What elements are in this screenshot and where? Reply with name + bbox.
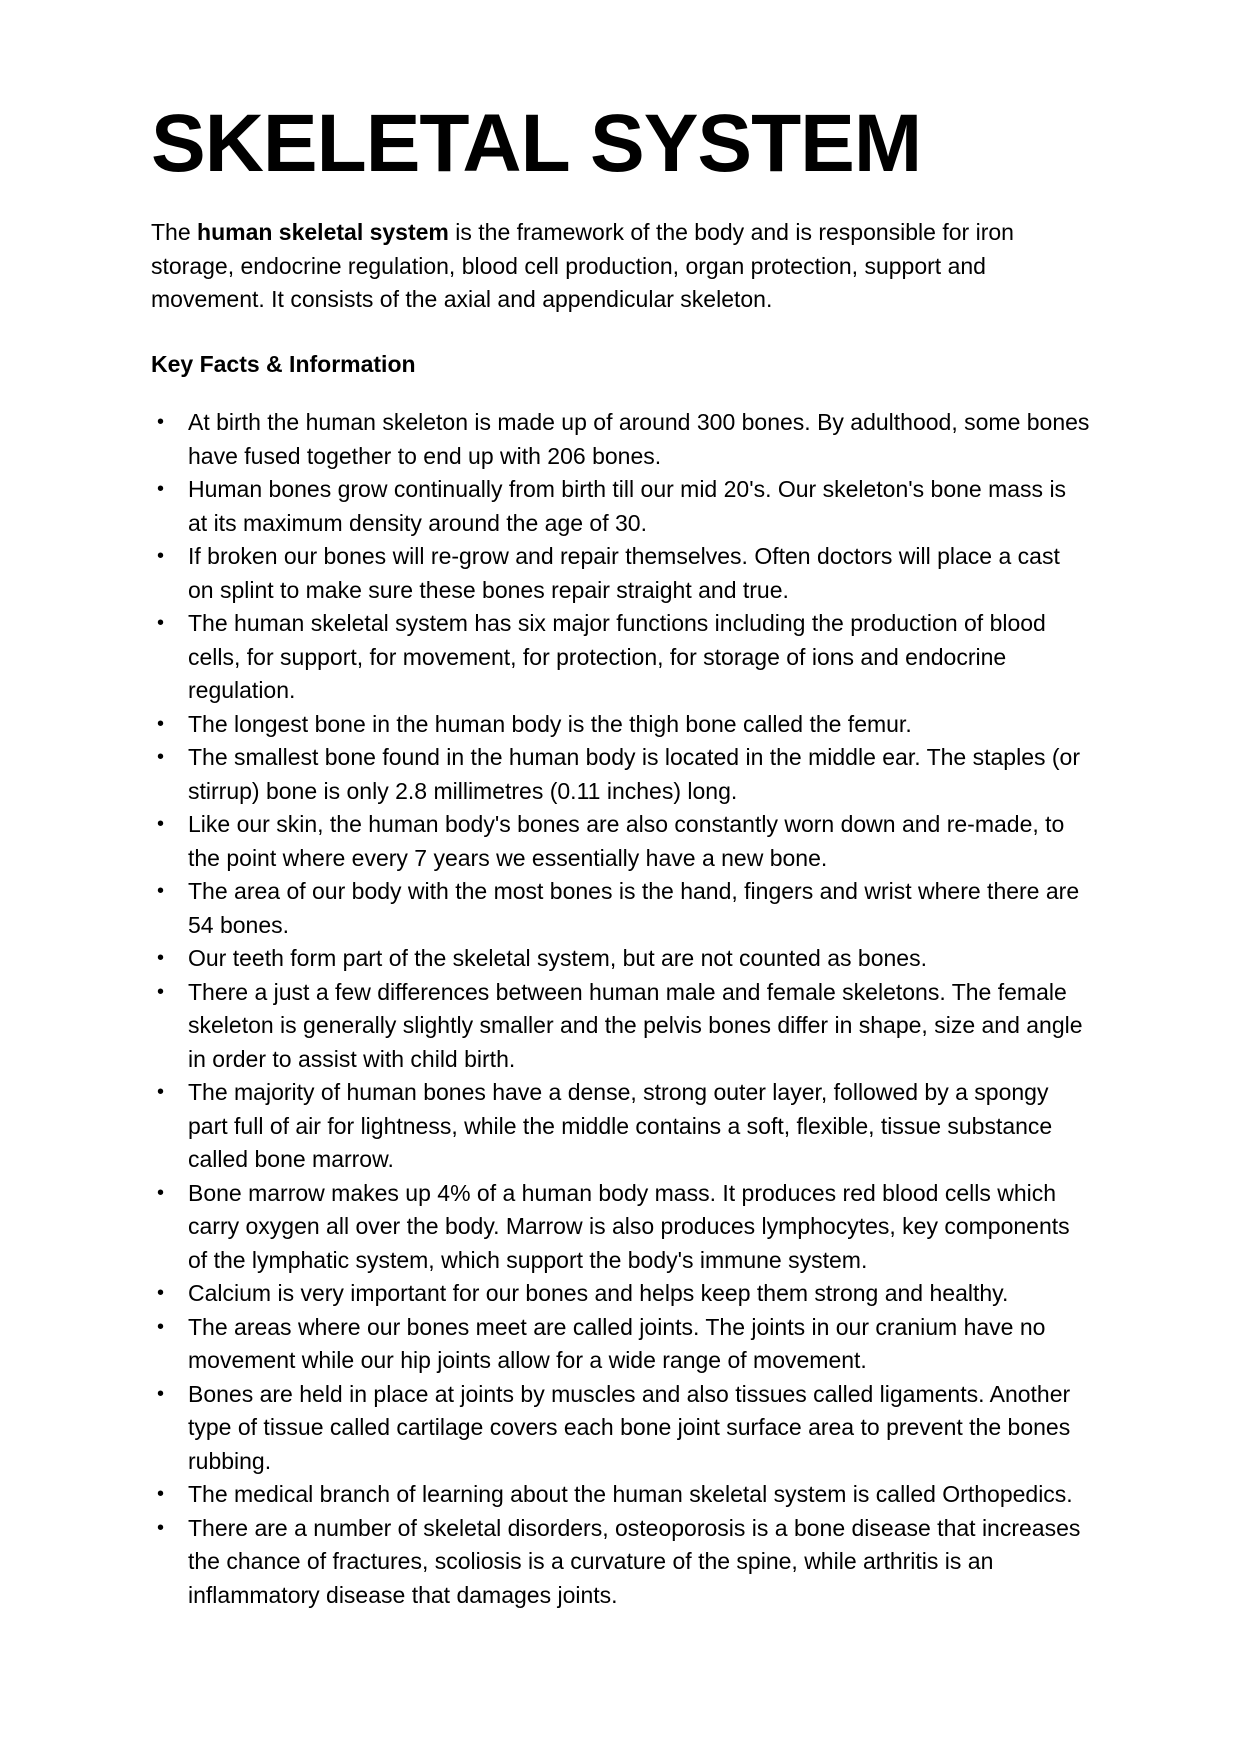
list-item <box>151 1311 1091 1378</box>
list-item-text: Human bones grow continually from birth till our mid 20's. Our skeleton's bone mass is at its maximum density around the age of 30. <box>188 476 1067 536</box>
page-title: SKELETAL SYSTEM <box>151 98 922 189</box>
list-item-text: The majority of human bones have a dense, strong outer layer, followed by a spongy part full of air for lightness, while the middle contains a soft, flexible, tissue substance called bone marrow. <box>188 1079 1053 1172</box>
bullet-icon: • <box>157 545 165 567</box>
list-item-text: Like our skin, the human body's bones are also constantly worn down and re-made, to the point where every 7 years we essentially have a new bone. <box>188 811 1065 871</box>
bullet-icon: • <box>157 478 165 500</box>
list-item <box>151 607 1091 708</box>
intro-text-start: The <box>151 219 198 245</box>
bullet-icon: • <box>157 612 165 634</box>
document-page <box>151 98 1091 1612</box>
list-item <box>151 1512 1091 1613</box>
list-item-text: There a just a few differences between human male and female skeletons. The female skeleton is generally slightly smaller and the pelvis bones differ in shape, size and angle in order to assist with child birth. <box>188 978 1083 1072</box>
list-item <box>151 708 1091 742</box>
list-item-text: There are a number of skeletal disorders, osteoporosis is a bone disease that increases the chance of fractures, scoliosis is a curvature of the spine, while arthritis is an inflammatory disease that damages joints. <box>188 1514 1081 1608</box>
list-item <box>151 875 1091 942</box>
list-item-text: The longest bone in the human body is the thigh bone called the femur. <box>188 710 912 737</box>
bullet-icon: • <box>157 1516 165 1539</box>
bullet-icon: • <box>157 813 165 835</box>
list-item-text: If broken our bones will re-grow and repair themselves. Often doctors will place a cast on splint to make sure these bones repair straight and true. <box>188 543 1060 603</box>
list-item-text: The human skeletal system has six major functions including the production of blood cells, for support, for movement, for protection, for storage of ions and endocrine regulation. <box>188 610 1046 703</box>
list-item-text: Calcium is very important for our bones and helps keep them strong and healthy. <box>188 1280 1009 1306</box>
list-item <box>151 1177 1091 1278</box>
intro-paragraph <box>151 216 1091 317</box>
section-heading: Key Facts & Information <box>151 350 416 377</box>
list-item <box>151 1277 1091 1311</box>
bullet-icon: • <box>157 1382 165 1405</box>
bullet-icon: • <box>157 1483 165 1505</box>
list-item <box>151 540 1091 607</box>
bullet-icon: • <box>157 746 165 768</box>
bullet-icon: • <box>157 1081 165 1103</box>
list-item <box>151 1076 1091 1177</box>
list-item-text: Our teeth form part of the skeletal system, but are not counted as bones. <box>188 945 927 971</box>
list-item-text: The medical branch of learning about the human skeletal system is called Orthopedics. <box>188 1481 1073 1507</box>
bullet-icon: • <box>157 980 165 1003</box>
list-item <box>151 976 1091 1077</box>
facts-list <box>151 406 1091 1612</box>
list-item <box>151 473 1091 540</box>
list-item <box>151 741 1091 808</box>
intro-bold-term: human skeletal system <box>197 219 449 245</box>
list-item <box>151 1378 1091 1479</box>
bullet-icon: • <box>157 1315 165 1338</box>
bullet-icon: • <box>157 411 165 433</box>
list-item <box>151 942 1091 976</box>
list-item-text: Bone marrow makes up 4% of a human body mass. It produces red blood cells which carry oxygen all over the body. Marrow is also produces lymphocytes, key components of the lymphatic system, which support the body's immune system. <box>188 1179 1070 1273</box>
list-item-text: At birth the human skeleton is made up of around 300 bones. By adulthood, some bones have fused together to end up with 206 bones. <box>188 409 1090 469</box>
list-item-text: The area of our body with the most bones is the hand, fingers and wrist where there are 54 bones. <box>188 878 1080 938</box>
bullet-icon: • <box>157 1282 165 1304</box>
bullet-icon: • <box>157 880 165 902</box>
list-item <box>151 1478 1091 1512</box>
list-item <box>151 808 1091 875</box>
bullet-icon: • <box>157 712 165 735</box>
bullet-icon: • <box>157 947 165 969</box>
list-item <box>151 406 1091 473</box>
list-item-text: The areas where our bones meet are called joints. The joints in our cranium have no movement while our hip joints allow for a wide range of movement. <box>188 1313 1046 1373</box>
list-item-text: Bones are held in place at joints by muscles and also tissues called ligaments. Another type of tissue called cartilage covers each bone joint surface area to prevent the bones rubbing. <box>188 1380 1071 1474</box>
intro-text-rest: is the framework of the body and is responsible for iron storage, endocrine regulation, blood cell production, organ protection, support and movement. It consists of the axial and appendicular skeleton. <box>151 219 1014 312</box>
bullet-icon: • <box>157 1181 165 1204</box>
list-item-text: The smallest bone found in the human body is located in the middle ear. The staples (or stirrup) bone is only 2.8 millimetres (0.11 inches) long. <box>188 744 1080 804</box>
